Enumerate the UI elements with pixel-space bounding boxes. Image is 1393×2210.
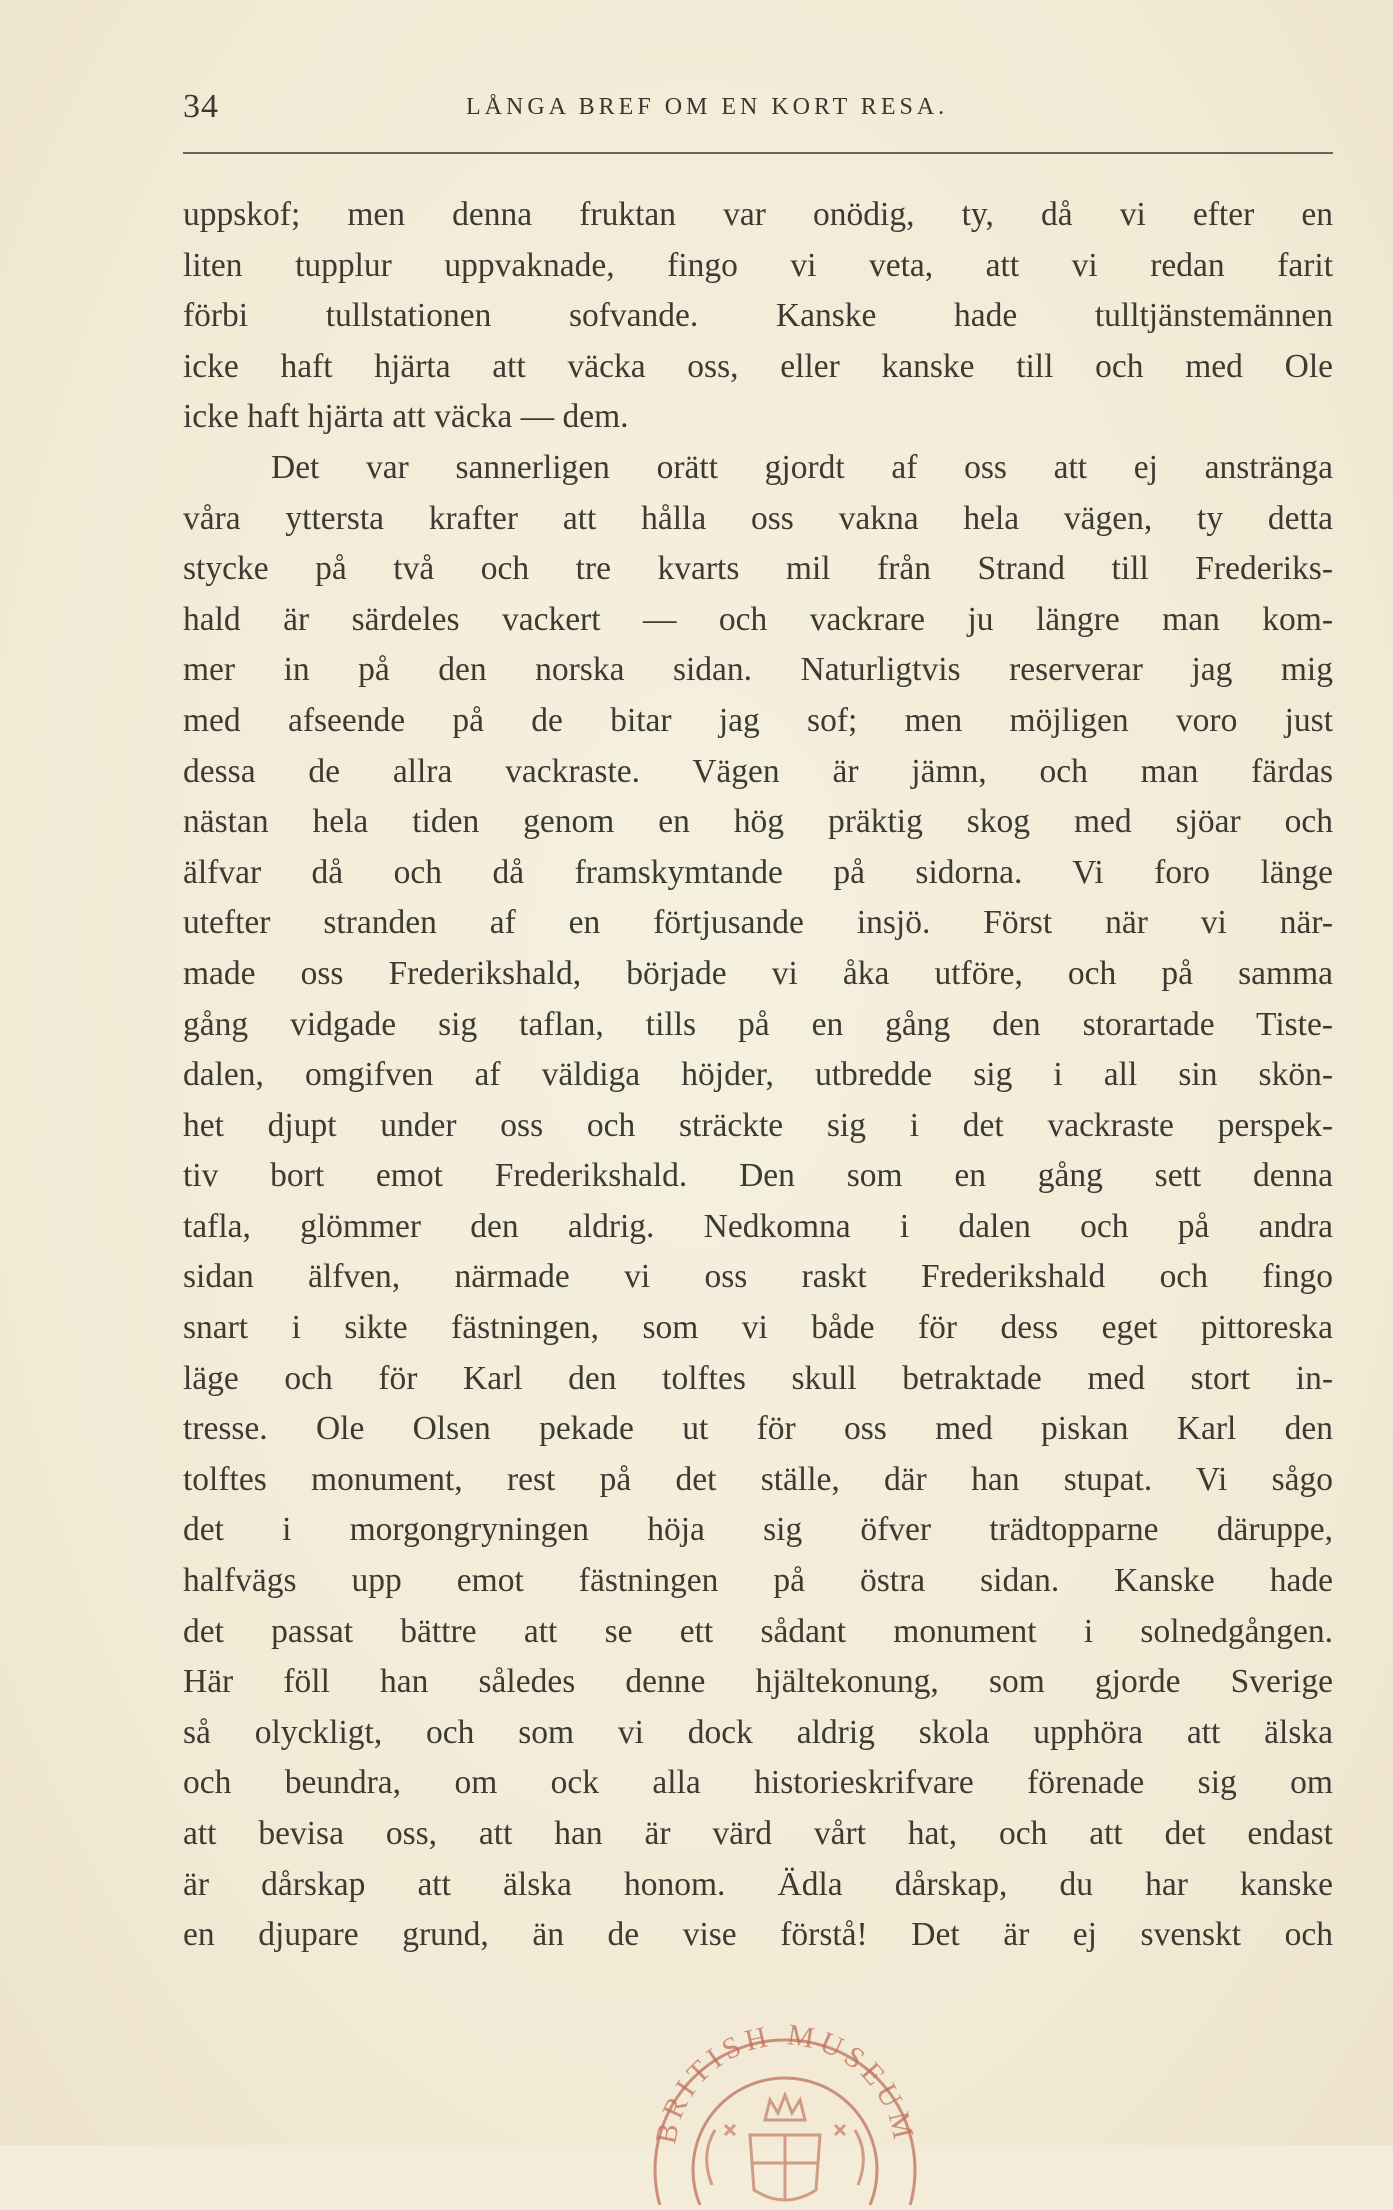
text-line: så olyckligt, och som vi dock aldrig skola upphöra att älska	[183, 1713, 1333, 1751]
text-line: en djupare grund, än de vise förstå! Det är ej svenskt och	[183, 1916, 1333, 1954]
paragraph-first-line: Det var sannerligen orätt gjordt af oss att ej anstränga	[271, 448, 1333, 486]
stamp-seal-icon	[620, 2005, 950, 2205]
text-line: tiv bort emot Frederikshald. Den som en gång sett denna	[183, 1157, 1333, 1195]
text-line: och beundra, om ock alla historieskrifvare förenade sig om	[183, 1764, 1333, 1802]
body-text	[183, 190, 1333, 1961]
text-line: nästan hela tiden genom en hög präktig skog med sjöar och	[183, 803, 1333, 841]
text-line: hald är särdeles vackert — och vackrare ju längre man kom-	[183, 600, 1333, 638]
stamp-text: BRITISH MUSEUM	[649, 2018, 922, 2147]
text-line: uppskof; men denna fruktan var onödig, ty, då vi efter en	[183, 196, 1333, 233]
text-line: läge och för Karl den tolftes skull betraktade med stort in-	[183, 1359, 1333, 1397]
text-line: Här föll han således denne hjältekonung, som gjorde Sverige	[183, 1663, 1333, 1701]
text-line: halfvägs upp emot fästningen på östra sidan. Kanske hade	[183, 1562, 1333, 1600]
library-stamp	[620, 2005, 950, 2205]
text-line: gång vidgade sig taflan, tills på en gång den storartade Tiste-	[183, 1005, 1333, 1043]
text-line: tafla, glömmer den aldrig. Nedkomna i dalen och på andra	[183, 1207, 1333, 1245]
text-line: utefter stranden af en förtjusande insjö. Först när vi när-	[183, 904, 1333, 942]
page-number: 34	[183, 88, 219, 125]
running-head: LÅNGA BREF OM EN KORT RESA.	[466, 94, 949, 120]
text-line: det i morgongryningen höja sig öfver trädtopparne däruppe,	[183, 1511, 1333, 1549]
text-line: liten tupplur uppvaknade, fingo vi veta, att vi redan farit	[183, 246, 1333, 284]
text-line: stycke på två och tre kvarts mil från Strand till Frederiks-	[183, 550, 1333, 588]
text-line: sidan älfven, närmade vi oss raskt Frederikshald och fingo	[183, 1258, 1333, 1296]
header-rule	[183, 152, 1333, 154]
text-line: dalen, omgifven af väldiga höjder, utbredde sig i all sin skön-	[183, 1056, 1333, 1094]
text-line: dessa de allra vackraste. Vägen är jämn, och man färdas	[183, 752, 1333, 790]
text-line: made oss Frederikshald, började vi åka utföre, och på samma	[183, 954, 1333, 992]
text-line: med afseende på de bitar jag sof; men möjligen voro just	[183, 701, 1333, 739]
text-line: icke haft hjärta att väcka — dem.	[183, 398, 629, 436]
text-line: mer in på den norska sidan. Naturligtvis reserverar jag mig	[183, 651, 1333, 689]
text-line: att bevisa oss, att han är värd vårt hat, och att det endast	[183, 1815, 1333, 1852]
text-line: het djupt under oss och sträckte sig i det vackraste perspek-	[183, 1106, 1333, 1144]
svg-text:BRITISH MUSEUM	[649, 2018, 921, 2147]
text-line: tolftes monument, rest på det ställe, där han stupat. Vi sågo	[183, 1460, 1333, 1498]
text-line: förbi tullstationen sofvande. Kanske hade tulltjänstemännen	[183, 297, 1333, 335]
text-line: snart i sikte fästningen, som vi både för dess eget pittoreska	[183, 1309, 1333, 1347]
text-line: icke haft hjärta att väcka oss, eller kanske till och med Ole	[183, 347, 1333, 385]
page-header	[183, 88, 1333, 138]
text-line: våra yttersta krafter att hålla oss vakna hela vägen, ty detta	[183, 499, 1333, 537]
text-line: älfvar då och då framskymtande på sidorna. Vi foro länge	[183, 853, 1333, 891]
text-line: det passat bättre att se ett sådant monument i solnedgången.	[183, 1612, 1333, 1650]
text-line: tresse. Ole Olsen pekade ut för oss med piskan Karl den	[183, 1410, 1333, 1448]
text-line: är dårskap att älska honom. Ädla dårskap, du har kanske	[183, 1865, 1333, 1903]
